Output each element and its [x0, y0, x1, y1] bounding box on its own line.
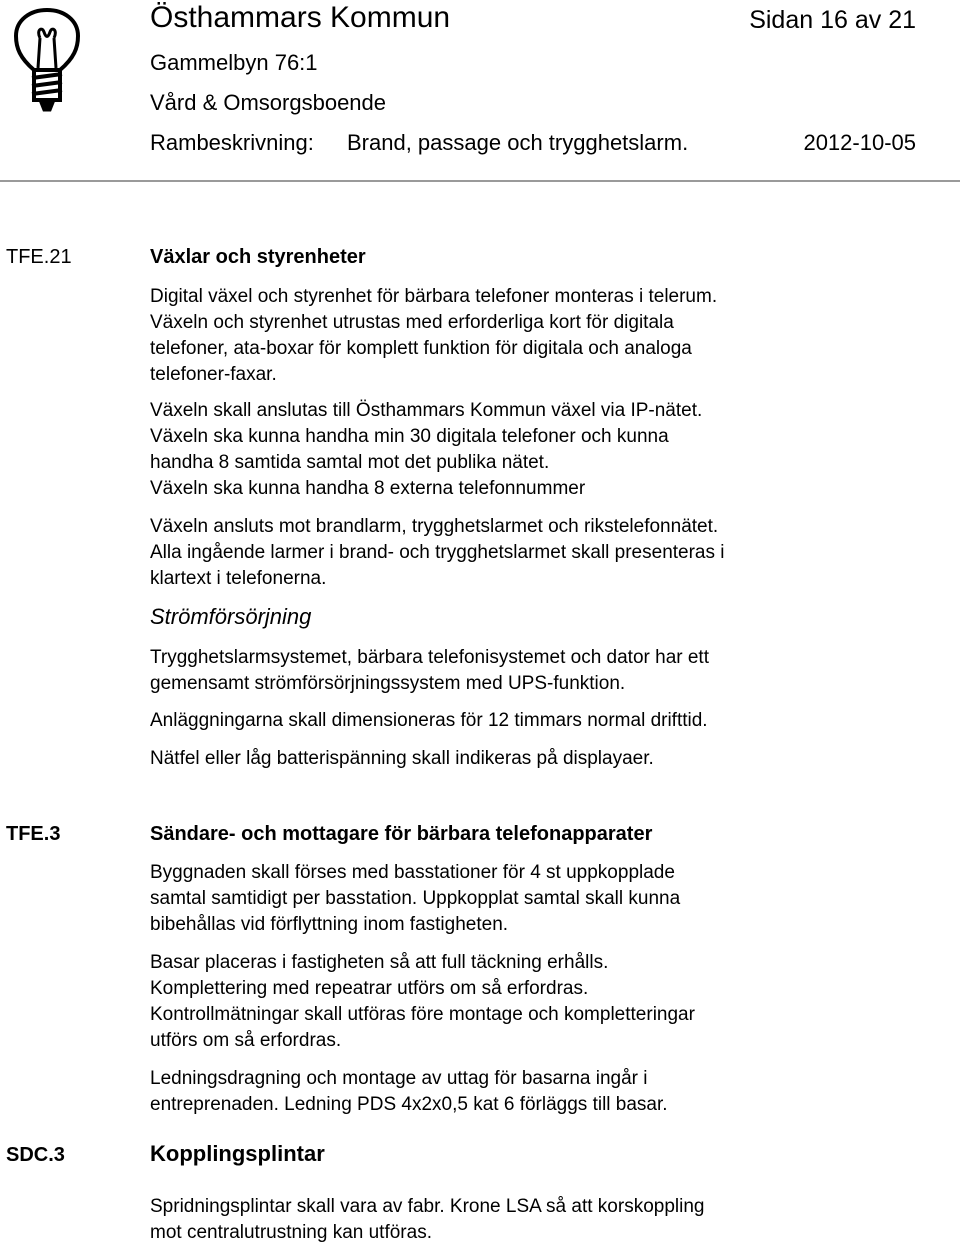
paragraph-line: handha 8 samtida samtal mot det publika nätet.	[150, 452, 550, 473]
paragraph-line: Växeln och styrenhet utrustas med erforderliga kort för digitala	[150, 312, 674, 333]
paragraph-line: Växeln ansluts mot brandlarm, trygghetslarmet och rikstelefonnätet.	[150, 516, 719, 537]
header-divider	[0, 180, 960, 182]
paragraph-line: telefoner, ata-boxar för komplett funktion för digitala och analoga	[150, 338, 692, 359]
section-heading: Växlar och styrenheter	[150, 246, 366, 268]
document-title: Brand, passage och trygghetslarm.	[347, 130, 689, 155]
organization-name: Östhammars Kommun	[150, 1, 451, 34]
property-name: Gammelbyn 76:1	[150, 50, 318, 75]
paragraph-line: Växeln ska kunna handha min 30 digitala telefoner och kunna	[150, 426, 669, 447]
section-heading: Sändare- och mottagare för bärbara telefonapparater	[150, 823, 653, 845]
section-heading: Kopplingsplintar	[150, 1141, 325, 1166]
section-code: SDC.3	[6, 1144, 65, 1166]
document-type: Rambeskrivning:	[150, 130, 314, 155]
paragraph-line: Kontrollmätningar skall utföras före montage och kompletteringar	[150, 1004, 695, 1025]
paragraph-line: telefoner-faxar.	[150, 364, 277, 385]
document-date: 2012-10-05	[803, 130, 916, 155]
paragraph-line: Trygghetslarmsystemet, bärbara telefonisystemet och dator har ett	[150, 647, 709, 668]
subsection-heading: Strömförsörjning	[150, 604, 312, 629]
light-bulb-icon	[12, 8, 82, 112]
paragraph-line: Komplettering med repeatrar utförs om så erfordras.	[150, 978, 589, 999]
paragraph-line: Ledningsdragning och montage av uttag för basarna ingår i	[150, 1068, 648, 1089]
facility-name: Vård & Omsorgsboende	[150, 90, 387, 115]
page-number: Sidan 16 av 21	[749, 6, 916, 34]
paragraph-line: Basar placeras i fastigheten så att full täckning erhålls.	[150, 952, 609, 973]
paragraph-line: klartext i telefonerna.	[150, 568, 327, 589]
paragraph-line: entreprenaden. Ledning PDS 4x2x0,5 kat 6 förläggs till basar.	[150, 1094, 668, 1115]
paragraph-line: mot centralutrustning kan utföras.	[150, 1222, 432, 1243]
paragraph-line: gemensamt strömförsörjningssystem med UPS-funktion.	[150, 673, 626, 694]
paragraph-line: Byggnaden skall förses med basstationer för 4 st uppkopplade	[150, 862, 675, 883]
paragraph-line: Växeln skall anslutas till Östhammars Kommun växel via IP-nätet.	[150, 400, 703, 421]
paragraph-line: Växeln ska kunna handha 8 externa telefonnummer	[150, 478, 586, 499]
paragraph-line: Nätfel eller låg batterispänning skall indikeras på displayaer.	[150, 748, 654, 769]
paragraph-line: Spridningsplintar skall vara av fabr. Krone LSA så att korskoppling	[150, 1196, 705, 1217]
paragraph-line: utförs om så erfordras.	[150, 1030, 342, 1051]
paragraph-line: samtal samtidigt per basstation. Uppkopplat samtal skall kunna	[150, 888, 681, 909]
paragraph-line: Digital växel och styrenhet för bärbara telefoner monteras i telerum.	[150, 286, 718, 307]
section-code: TFE.21	[6, 246, 72, 268]
section-code: TFE.3	[6, 823, 61, 845]
paragraph-line: Alla ingående larmer i brand- och trygghetslarmet skall presenteras i	[150, 542, 725, 563]
paragraph-line: Anläggningarna skall dimensioneras för 12 timmars normal drifttid.	[150, 710, 708, 731]
paragraph-line: bibehållas vid förflyttning inom fastigheten.	[150, 914, 509, 935]
